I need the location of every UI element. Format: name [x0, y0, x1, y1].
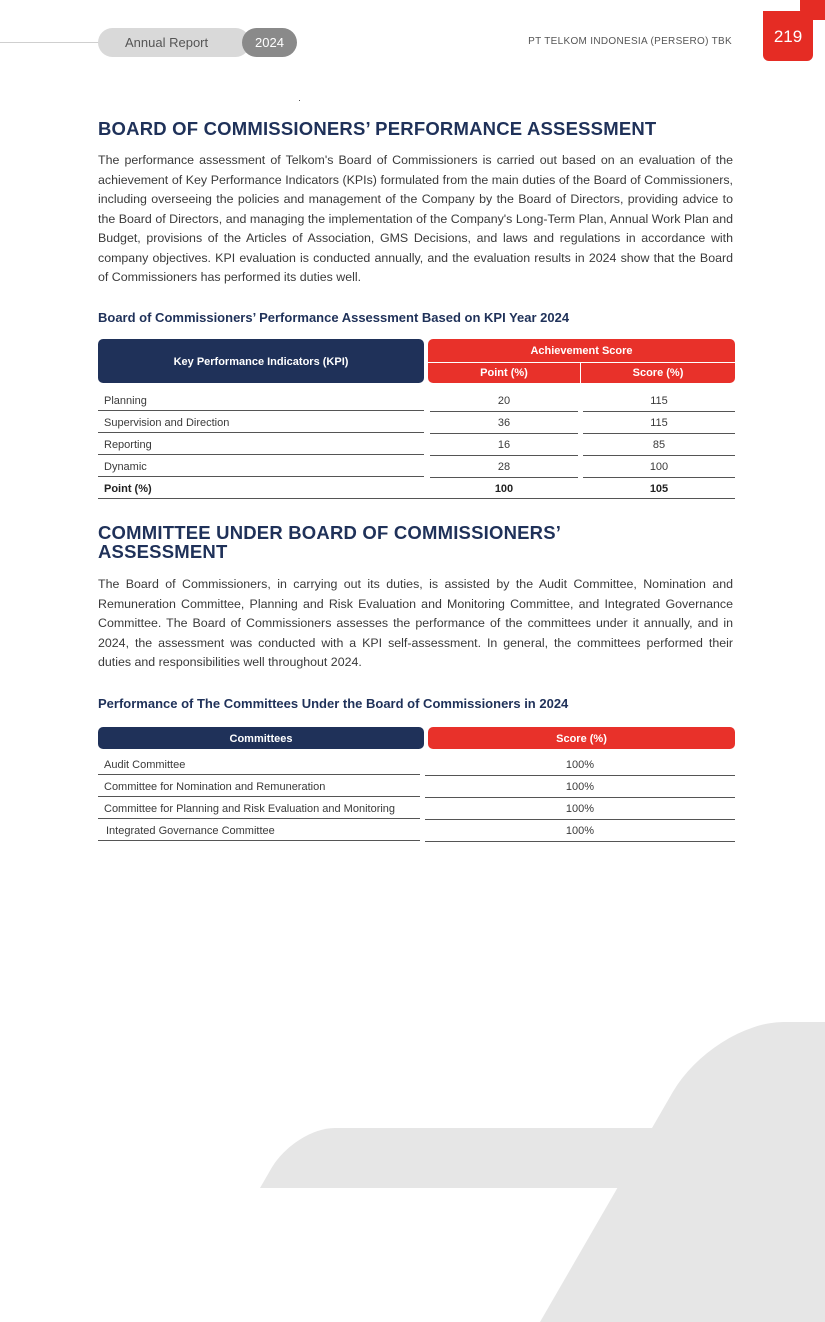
committee-name-cell: Committee for Planning and Risk Evaluation and Monitoring — [98, 798, 420, 819]
table-row — [98, 456, 735, 478]
kpi-cell: Reporting — [98, 434, 424, 455]
table-row — [98, 820, 735, 842]
point-cell: 16 — [430, 434, 578, 456]
committees-column-header: Committees — [98, 727, 424, 749]
table-row — [98, 412, 735, 434]
score-cell: 115 — [583, 390, 735, 412]
section2-title — [98, 523, 738, 561]
score-cell: 85 — [583, 434, 735, 456]
kpi-column-header: Key Performance Indicators (KPI) — [98, 339, 424, 383]
committee-score-cell: 100% — [425, 820, 735, 842]
score-column-header: Score (%) — [581, 363, 735, 383]
header-rule — [0, 42, 100, 43]
committee-score-header: Score (%) — [428, 727, 735, 749]
section2-title-line1: COMMITTEE UNDER BOARD OF COMMISSIONERS’ — [98, 522, 562, 543]
kpi-cell: Dynamic — [98, 456, 424, 477]
decorative-shape — [260, 1128, 825, 1188]
kpi-cell: Supervision and Direction — [98, 412, 424, 433]
point-cell: 28 — [430, 456, 578, 478]
score-cell: 100 — [583, 456, 735, 478]
total-label: Point (%) — [98, 478, 735, 499]
point-cell: 20 — [430, 390, 578, 412]
committee-table-title: Performance of The Committees Under the Board of Commissioners in 2024 — [98, 696, 569, 711]
table-row — [98, 754, 735, 776]
company-name: PT TELKOM INDONESIA (PERSERO) TBK — [528, 36, 732, 47]
table-total-row — [98, 478, 735, 500]
year-pill: 2024 — [242, 28, 297, 57]
total-score: 105 — [649, 483, 669, 495]
report-label-pill: Annual Report — [98, 28, 250, 57]
point-cell: 36 — [430, 412, 578, 434]
section1-paragraph: The performance assessment of Telkom's Board of Commissioners is carried out based on an evaluation of the achievement of Key Performance Indicators (KPIs) formulated from the main duties of the Board of Commissioners, including overseeing the policies and management of the Company by the Board of Directors, providing advice to the Board of Directors, and managing the implementation of the Company's Long-Term Plan, Annual Work Plan and Budget, provisions of the Articles of Association, GMS Decisions, and laws and regulations in accordance with company objectives. KPI evaluation is conducted annually, and the evaluation results in 2024 show that the Board of Commissioners has performed its duties well. — [98, 153, 733, 284]
committee-score-cell: 100% — [425, 798, 735, 820]
committee-name-cell: Committee for Nomination and Remuneration — [98, 776, 420, 797]
score-cell: 115 — [583, 412, 735, 434]
section2-title-line2: ASSESSMENT — [98, 541, 228, 562]
section1-title: BOARD OF COMMISSIONERS’ PERFORMANCE ASSESSMENT — [98, 118, 657, 139]
point-column-header: Point (%) — [428, 363, 580, 383]
committee-table — [98, 727, 735, 847]
kpi-table-title: Board of Commissioners’ Performance Assessment Based on KPI Year 2024 — [98, 310, 570, 325]
table-row — [98, 776, 735, 798]
committee-score-cell: 100% — [425, 754, 735, 776]
committee-score-cell: 100% — [425, 776, 735, 798]
achievement-score-header: Achievement Score — [428, 339, 735, 362]
stray-dot — [299, 100, 300, 101]
kpi-table — [98, 339, 735, 501]
committee-name-cell: Audit Committee — [98, 754, 420, 775]
section2-paragraph: The Board of Commissioners, in carrying out its duties, is assisted by the Audit Committee, Nomination and Remuneration Committee, Planning and Risk Evaluation and Monitoring Committee, and Integrated Governance Committee. The Board of Commissioners assesses the performance of the committees under it annually, and in 2024, the assessment was conducted with a KPI self-assessment. In general, the committees performed their duties and responsibilities well throughout 2024. — [98, 577, 733, 669]
page-number: 219 — [763, 11, 813, 61]
table-row — [98, 390, 735, 412]
table-row — [98, 798, 735, 820]
kpi-cell: Planning — [98, 390, 424, 411]
committee-name-cell: Integrated Governance Committee — [98, 820, 420, 841]
table-row — [98, 434, 735, 456]
total-point: 100 — [494, 483, 514, 495]
